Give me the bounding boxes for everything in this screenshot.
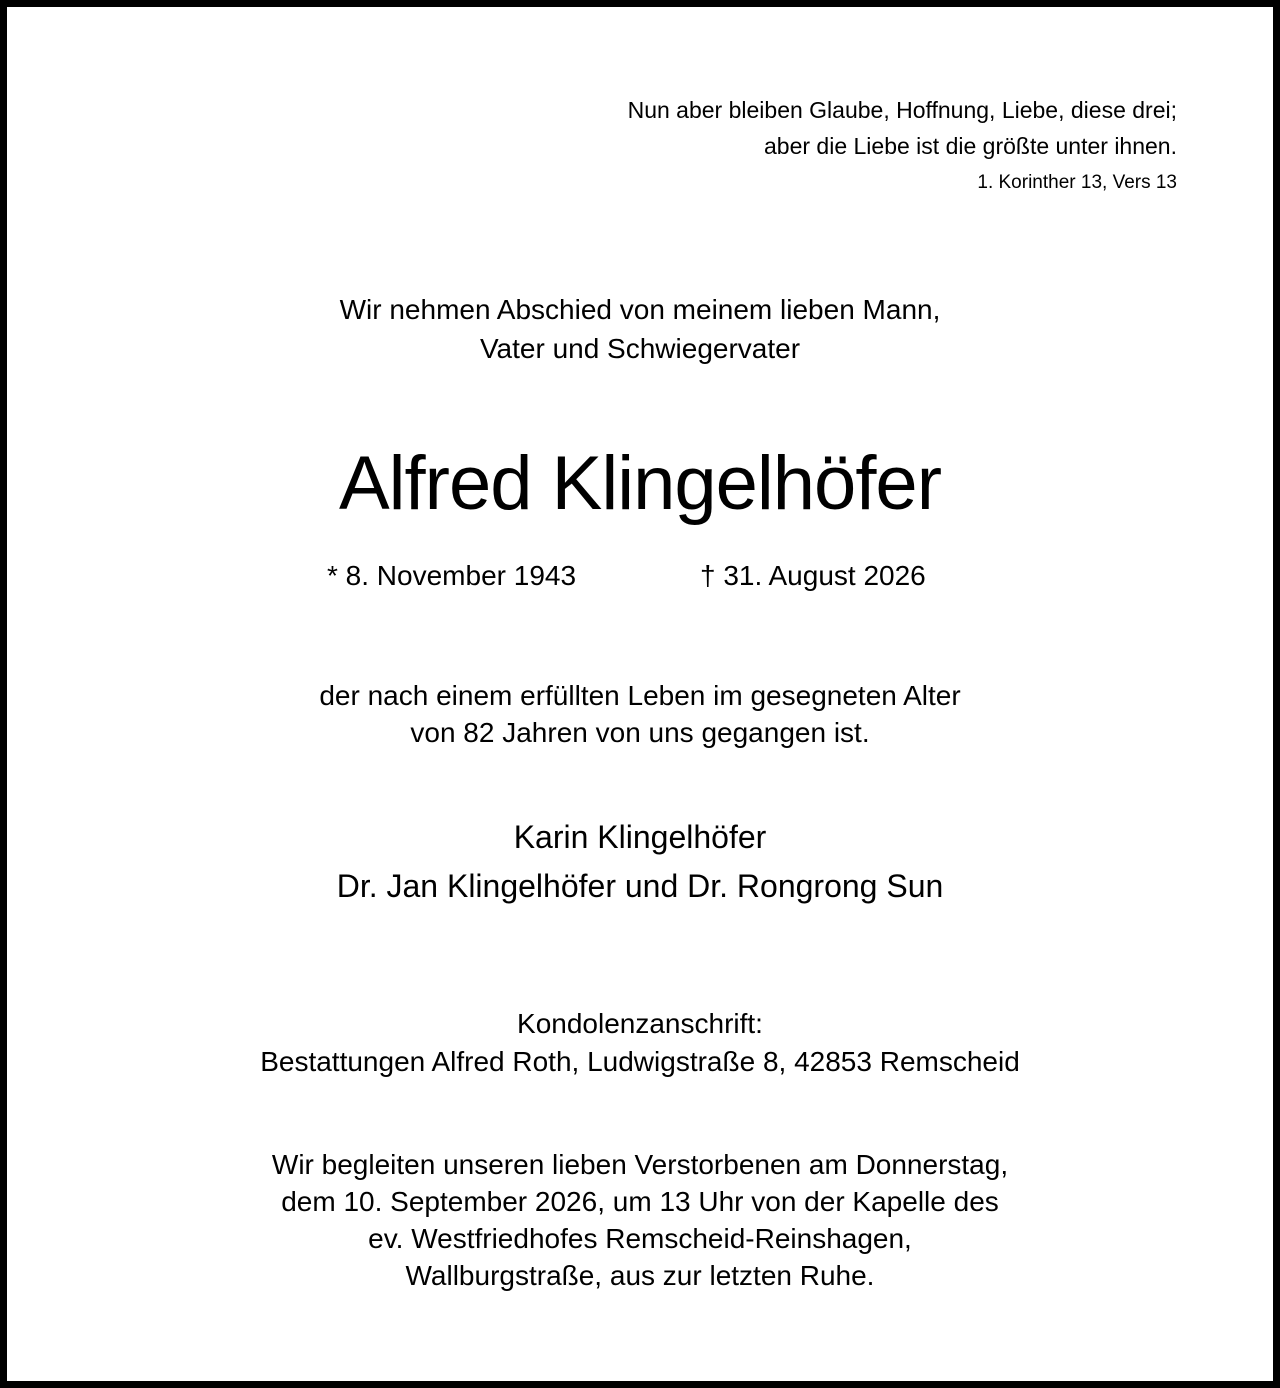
epitaph-line-1: der nach einem erfüllten Leben im gesegneten Alter bbox=[319, 680, 961, 711]
bible-verse-line-2: aber die Liebe ist die größte unter ihnen. bbox=[764, 133, 1177, 159]
bible-verse-reference: 1. Korinther 13, Vers 13 bbox=[977, 172, 1177, 193]
deceased-name: Alfred Klingelhöfer bbox=[338, 441, 942, 526]
funeral-line-2: dem 10. September 2026, um 13 Uhr von der Kapelle des bbox=[281, 1186, 999, 1217]
birth-date: * 8. November 1943 bbox=[327, 560, 577, 591]
funeral-line-1: Wir begleiten unseren lieben Verstorbenen am Donnerstag, bbox=[271, 1149, 1009, 1180]
funeral-line-3: ev. Westfriedhofes Remscheid-Reinshagen, bbox=[368, 1223, 912, 1254]
bible-verse-line-1: Nun aber bleiben Glaube, Hoffnung, Liebe, diese drei; bbox=[627, 97, 1177, 123]
family-member-2: Dr. Jan Klingelhöfer und Dr. Rongrong Sun bbox=[336, 868, 944, 904]
funeral-line-4: Wallburgstraße, aus zur letzten Ruhe. bbox=[405, 1260, 875, 1291]
intro-line-1: Wir nehmen Abschied von meinem lieben Mann, bbox=[339, 294, 941, 325]
death-date: † 31. August 2026 bbox=[700, 560, 926, 591]
epitaph-line-2: von 82 Jahren von uns gegangen ist. bbox=[410, 717, 870, 748]
intro-line-2: Vater und Schwiegervater bbox=[479, 333, 801, 364]
condolence-heading: Kondolenzanschrift: bbox=[517, 1008, 763, 1039]
family-member-1: Karin Klingelhöfer bbox=[513, 819, 767, 855]
condolence-address: Bestattungen Alfred Roth, Ludwigstraße 8, 42853 Remscheid bbox=[260, 1046, 1020, 1077]
